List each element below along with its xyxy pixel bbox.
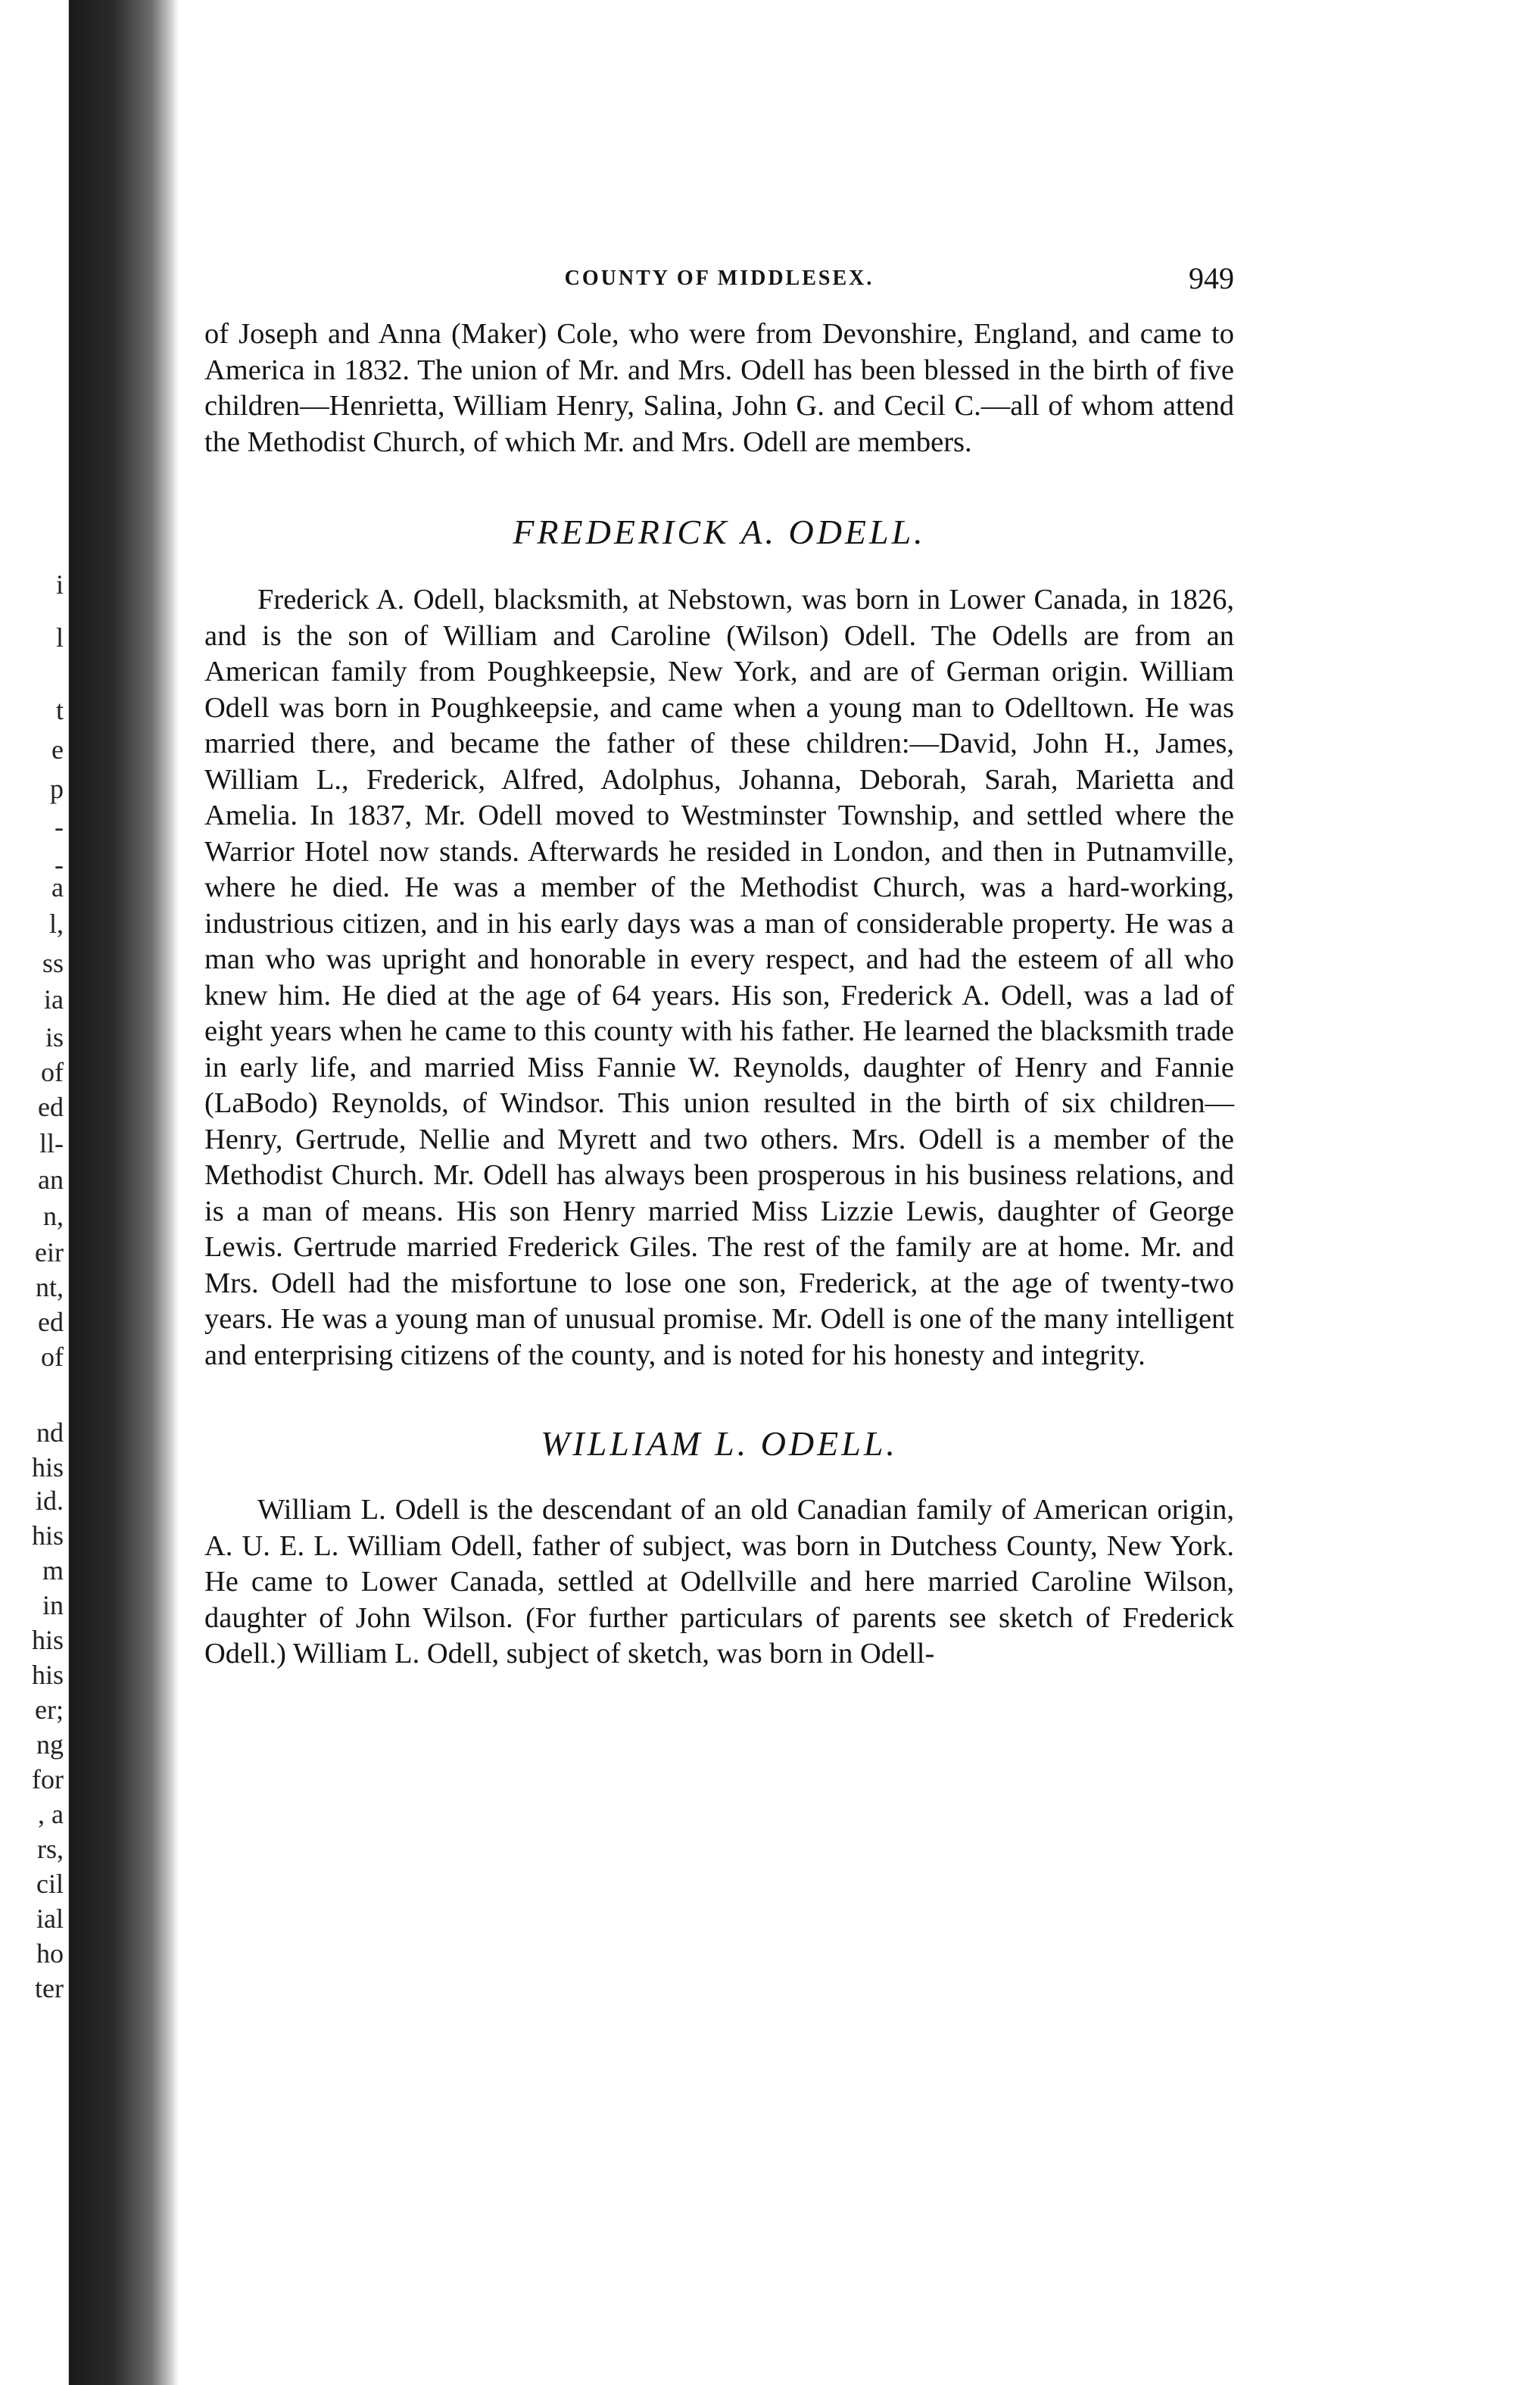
facing-text-fragment: of bbox=[41, 1057, 64, 1087]
facing-text-fragment: rs, bbox=[37, 1834, 64, 1864]
section-body-frederick: Frederick A. Odell, blacksmith, at Nebstown, was born in Lower Canada, in 1826, and is the son of William and Caroline (Wilson) Odell. The Odells are from an American family from Poughkeepsie, New York, and are of German origin. William Odell was born in Poughkeepsie, and came when a young man to Odelltown. He was married there, and became the father of these children:—David, John H., James, William L., Frederick, Alfred, Adolphus, Johanna, Deborah, Sarah, Marietta and Amelia. In 1837, Mr. Odell moved to Westminster Township, and settled where the Warrior Hotel now stands. Afterwards he resided in London, and then in Putnamville, where he died. He was a member of the Methodist Church, was a hard-working, industrious citizen, and in his early days was a man of considerable property. He was a man who was upright and honorable in every respect, and had the esteem of all who knew him. He died at the age of 64 years. His son, Frederick A. Odell, was a lad of eight years when he came to this county with his father. He learned the blacksmith trade in early life, and married Miss Fannie W. Reynolds, daughter of Henry and Fannie (LaBodo) Reynolds, of Windsor. This union resulted in the birth of six children—Henry, Gertrude, Nellie and Myrett and two others. Mrs. Odell is a member of the Methodist Church. Mr. Odell has always been prosperous in his business relations, and is a man of means. His son Henry married Miss Lizzie Lewis, daughter of George Lewis. Gertrude married Frederick Giles. The rest of the family are at home. Mr. and Mrs. Odell had the misfortune to lose one son, Frederick, at the age of twenty-two years. He was a young man of unusual promise. Mr. Odell is one of the many intelligent and enterprising citizens of the county, and is noted for his honesty and integrity. bbox=[204, 584, 1234, 1371]
section-heading-william: WILLIAM L. ODELL. bbox=[541, 1424, 898, 1463]
facing-text-fragment: er; bbox=[35, 1694, 64, 1725]
facing-text-fragment: ho bbox=[36, 1938, 64, 1969]
facing-text-fragment: m bbox=[42, 1555, 64, 1585]
facing-text-fragment: cil bbox=[36, 1869, 64, 1899]
facing-text-fragment: ia bbox=[44, 984, 64, 1015]
book-page bbox=[204, 257, 1234, 1673]
facing-text-fragment: i bbox=[55, 569, 64, 600]
facing-text-fragment: for bbox=[32, 1764, 64, 1794]
facing-text-fragment: ed bbox=[38, 1092, 64, 1122]
facing-text-fragment: nd bbox=[36, 1417, 64, 1448]
facing-text-fragment: an bbox=[38, 1164, 64, 1195]
facing-text-fragment: ial bbox=[36, 1903, 64, 1934]
facing-text-fragment: l, bbox=[48, 909, 64, 939]
facing-text-fragment: e bbox=[51, 734, 64, 765]
facing-text-fragment: of bbox=[41, 1342, 64, 1372]
facing-text-fragment: - bbox=[55, 850, 64, 880]
facing-text-fragment: p bbox=[50, 774, 64, 804]
page-number: 949 bbox=[1189, 261, 1234, 295]
facing-text-fragment: his bbox=[31, 1660, 64, 1690]
facing-text-fragment: id. bbox=[35, 1486, 64, 1516]
facing-text-fragment: l bbox=[55, 622, 64, 653]
running-head-title: COUNTY OF MIDDLESEX. bbox=[564, 267, 874, 290]
facing-page-strip bbox=[0, 0, 69, 2385]
facing-text-fragment: his bbox=[31, 1520, 64, 1551]
facing-text-fragment: is bbox=[45, 1022, 64, 1052]
facing-text-fragment: a bbox=[51, 872, 64, 903]
section-heading-frederick: FREDERICK A. ODELL. bbox=[513, 513, 926, 551]
facing-text-fragment: , a bbox=[38, 1799, 64, 1829]
facing-text-fragment: his bbox=[31, 1625, 64, 1655]
facing-text-fragment: nt, bbox=[35, 1272, 64, 1302]
running-head bbox=[204, 257, 1234, 303]
facing-text-fragment: t bbox=[55, 695, 64, 725]
facing-text-fragment: his bbox=[31, 1452, 64, 1482]
facing-text-fragment: eir bbox=[35, 1237, 64, 1267]
section-body-william: William L. Odell is the descendant of an old Canadian family of American origin, A. U. E. L. William Odell, father of subject, was born in Dutchess County, New York. He came to Lower Canada, settled at Odellville and here married Caroline Wilson, daughter of John Wilson. (For further particulars of parents see sketch of Frederick Odell.) William L. Odell, subject of sketch, was born in Odell- bbox=[204, 1494, 1234, 1670]
facing-text-fragment: ter bbox=[35, 1973, 64, 2003]
facing-text-fragment: ss bbox=[42, 948, 64, 978]
facing-text-fragment: ng bbox=[36, 1729, 64, 1760]
intro-paragraph: of Joseph and Anna (Maker) Cole, who were from Devonshire, England, and came to America in 1832. The union of Mr. and Mrs. Odell has been blessed in the birth of five children—Henrietta, William Henry, Salina, John G. and Cecil C.—all of whom attend the Methodist Church, of which Mr. and Mrs. Odell are members. bbox=[204, 318, 1234, 458]
facing-text-fragment: in bbox=[42, 1590, 64, 1620]
facing-text-fragment: ll- bbox=[39, 1128, 64, 1158]
facing-text-fragment: n, bbox=[43, 1201, 64, 1231]
facing-text-fragment: ed bbox=[38, 1307, 64, 1337]
facing-text-fragment: - bbox=[55, 812, 64, 842]
